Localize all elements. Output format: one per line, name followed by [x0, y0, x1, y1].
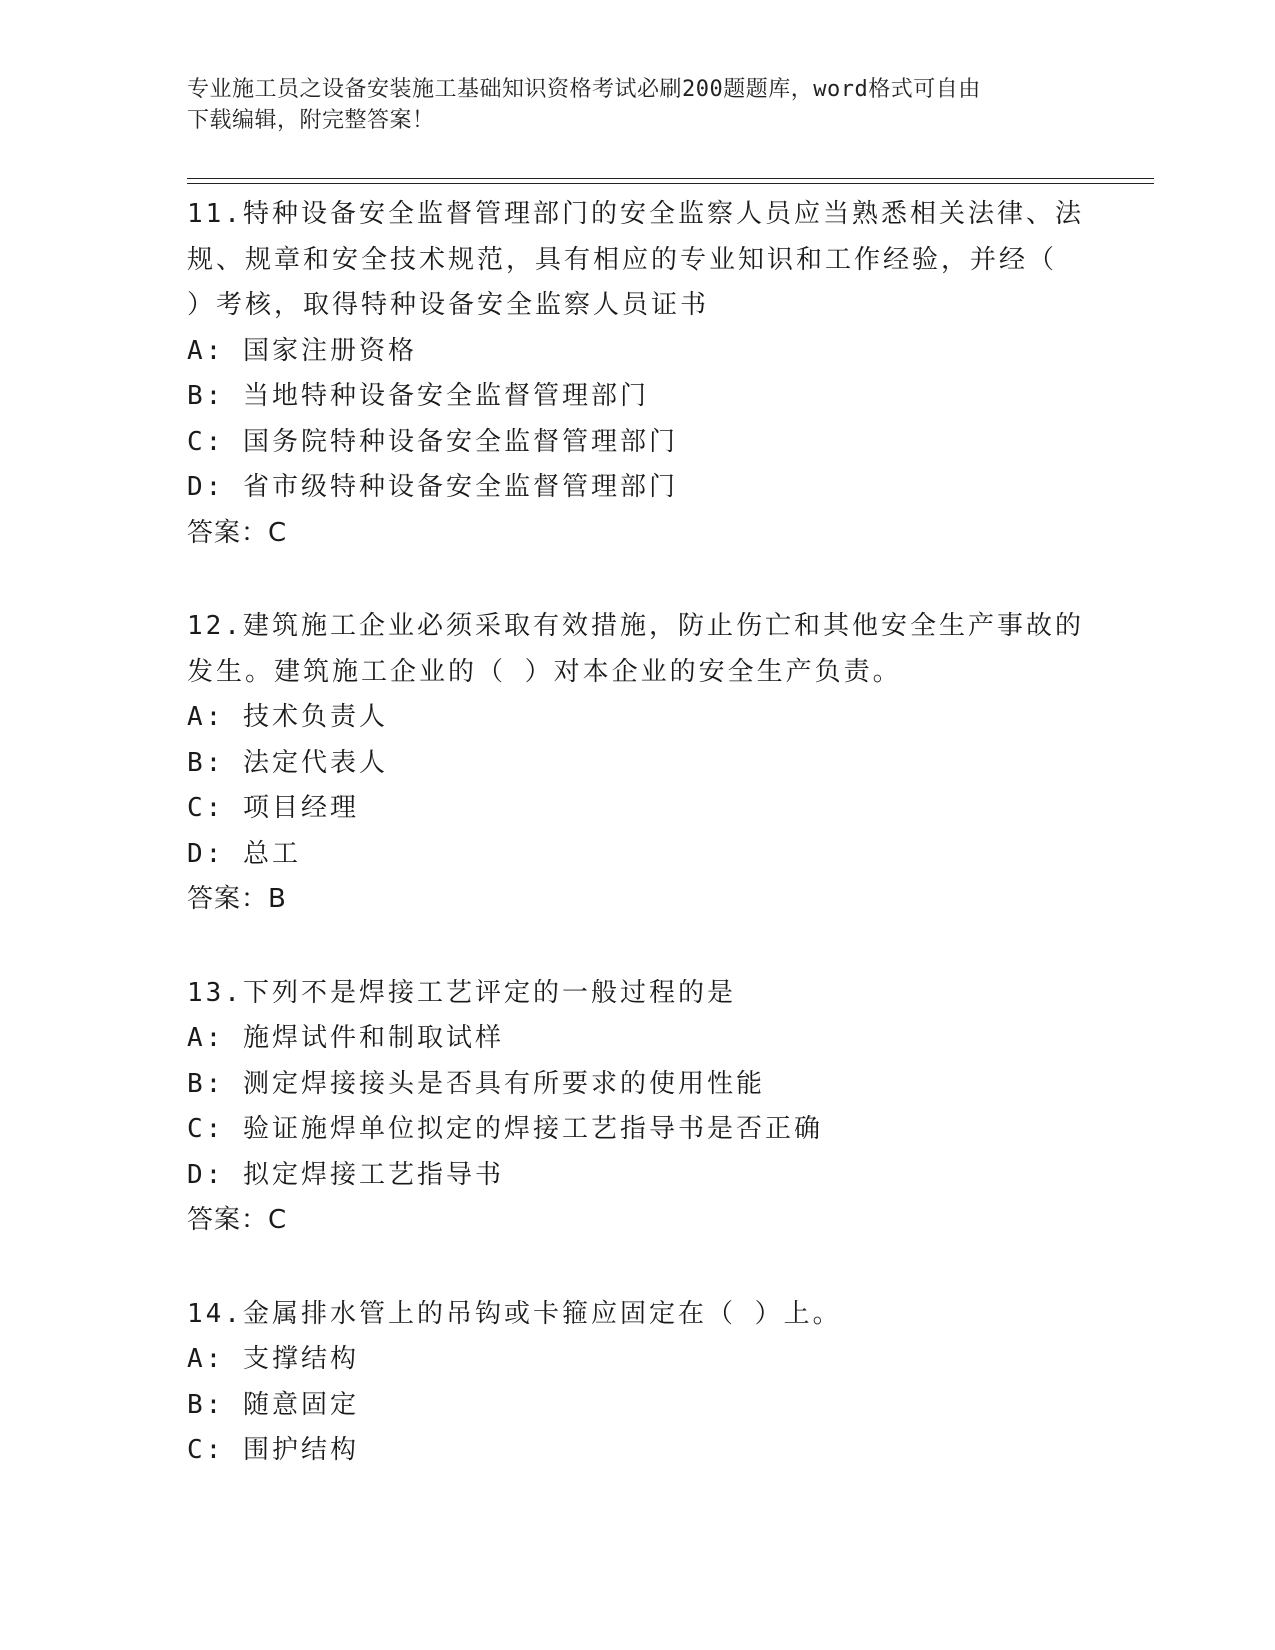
question-block — [187, 1292, 1087, 1474]
answer-key: 答案：C — [187, 1205, 288, 1235]
header-divider-top — [187, 178, 1154, 179]
answer-option: C: 项目经理 — [187, 793, 359, 823]
answer-option: A: 施焊试件和制取试样 — [187, 1023, 504, 1053]
question-text-line: 12.建筑施工企业必须采取有效措施，防止伤亡和其他安全生产事故的 — [187, 611, 1084, 641]
answer-option: B: 随意固定 — [187, 1389, 359, 1420]
answer-option: A: 支撑结构 — [187, 1344, 359, 1374]
answer-option: B: 法定代表人 — [187, 747, 388, 778]
answer-option: C: 围护结构 — [187, 1435, 359, 1465]
question-text-line: 发生。建筑施工企业的（ ）对本企业的安全生产负责。 — [187, 656, 902, 687]
answer-option: C: 国务院特种设备安全监督管理部门 — [187, 426, 678, 457]
question-text-line: 规、规章和安全技术规范，具有相应的专业知识和工作经验，并经（ — [187, 244, 1058, 275]
document-header — [187, 74, 1087, 136]
question-text-line: 13.下列不是焊接工艺评定的一般过程的是 — [187, 977, 736, 1008]
answer-option: D: 省市级特种设备安全监督管理部门 — [187, 472, 678, 502]
answer-option: C: 验证施焊单位拟定的焊接工艺指导书是否正确 — [187, 1114, 823, 1144]
answer-option: B: 测定焊接接头是否具有所要求的使用性能 — [187, 1068, 765, 1099]
answer-option: A: 技术负责人 — [187, 702, 388, 732]
question-text-line: ）考核，取得特种设备安全监察人员证书 — [187, 290, 710, 320]
answer-option: B: 当地特种设备安全监督管理部门 — [187, 381, 649, 411]
question-block — [187, 604, 1087, 923]
answer-key: 答案：C — [187, 517, 288, 548]
header-divider-bottom — [187, 183, 1154, 184]
question-text-line: 14.金属排水管上的吊钩或卡箍应固定在（ ）上。 — [187, 1298, 842, 1329]
answer-option: A: 国家注册资格 — [187, 335, 417, 366]
header-line-1: 专业施工员之设备安装施工基础知识资格考试必刷200题题库，word格式可自由 — [187, 77, 981, 102]
answer-option: D: 总工 — [187, 838, 301, 869]
question-block — [187, 971, 1087, 1244]
answer-key: 答案：B — [187, 884, 287, 914]
question-list — [187, 192, 1087, 1474]
answer-option: D: 拟定焊接工艺指导书 — [187, 1159, 504, 1190]
question-block — [187, 192, 1087, 556]
question-text-line: 11.特种设备安全监督管理部门的安全监察人员应当熟悉相关法律、法 — [187, 199, 1084, 229]
header-line-2: 下载编辑，附完整答案！ — [187, 108, 435, 133]
